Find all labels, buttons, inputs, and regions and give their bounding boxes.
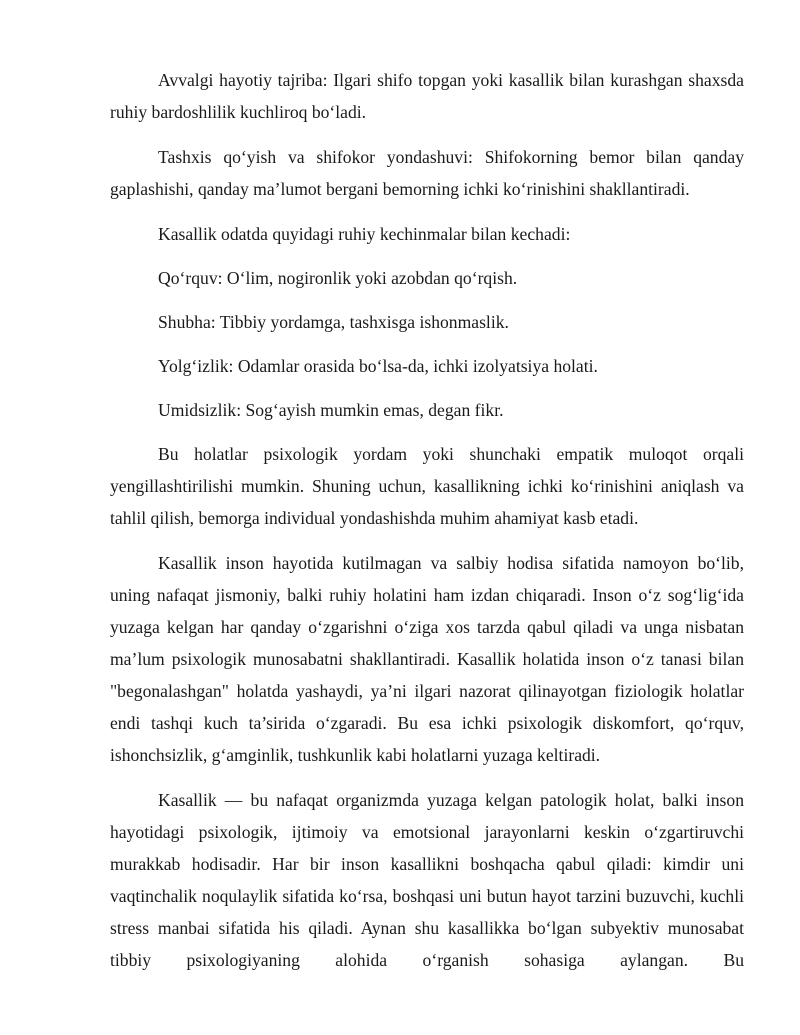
paragraph-loneliness: Yolg‘izlik: Odamlar orasida bo‘lsa-da, ichki izolyatsiya holati. xyxy=(158,356,598,376)
paragraph-illness-impact: Kasallik inson hayotida kutilmagan va salbiy hodisa sifatida namoyon bo‘lib, uning nafaqat jismoniy, balki ruhiy holatini ham izdan chiqaradi. Inson o‘z sog‘lig‘ida yuzaga kelgan har qanday o‘zgarishni o‘ziga xos tarzda qabul qiladi va unga nisbatan ma’lum psixologik munosabatni shakllantiradi. Kasallik holatida inson o‘z tanasi bilan "begonalashgan" holatda yashaydi, ya’ni ilgari nazorat qilinayotgan fiziologik holatlar endi tashqi kuch ta’sirida o‘zgaradi. Bu esa ichki psixologik diskomfort, qo‘rquv, ishonchsizlik, g‘amginlik, tushkunlik kabi holatlarni yuzaga keltiradi. xyxy=(110,553,744,765)
paragraph-hopelessness: Umidsizlik: Sog‘ayish mumkin emas, degan fikr. xyxy=(158,400,504,420)
paragraph-prior-experience: Avvalgi hayotiy tajriba: Ilgari shifo topgan yoki kasallik bilan kurashgan shaxsda ruhiy bardoshlilik kuchliroq bo‘ladi. xyxy=(110,70,744,122)
paragraph-experiences-intro: Kasallik odatda quyidagi ruhiy kechinmalar bilan kechadi: xyxy=(158,224,571,244)
paragraph-diagnosis-approach: Tashxis qo‘yish va shifokor yondashuvi: Shifokorning bemor bilan qanday gaplashishi, qanday ma’lumot bergani bemorning ichki ko‘rinishini shakllantiradi. xyxy=(110,147,744,199)
paragraph-fear: Qo‘rquv: O‘lim, nogironlik yoki azobdan qo‘rqish. xyxy=(158,268,518,288)
document-page xyxy=(110,64,744,989)
paragraph-doubt: Shubha: Tibbiy yordamga, tashxisga ishonmaslik. xyxy=(158,312,509,332)
paragraph-psychological-help: Bu holatlar psixologik yordam yoki shunchaki empatik muloqot orqali yengillashtirilishi mumkin. Shuning uchun, kasallikning ichki ko‘rinishini aniqlash va tahlil qilish, bemorga individual yondashishda muhim ahamiyat kasb etadi. xyxy=(110,444,744,528)
paragraph-illness-definition: Kasallik — bu nafaqat organizmda yuzaga kelgan patologik holat, balki inson hayotidagi psixologik, ijtimoiy va emotsional jarayonlarni keskin o‘zgartiruvchi murakkab hodisadir. Har bir inson kasallikni boshqacha qabul qiladi: kimdir uni vaqtinchalik noqulaylik sifatida ko‘rsa, boshqasi uni butun hayot tarzini buzuvchi, kuchli stress manbai sifatida his qiladi. Aynan shu kasallikka bo‘lgan subyektiv munosabat tibbiy psixologiyaning alohida o‘rganish sohasiga aylangan. Bu xyxy=(110,790,744,970)
